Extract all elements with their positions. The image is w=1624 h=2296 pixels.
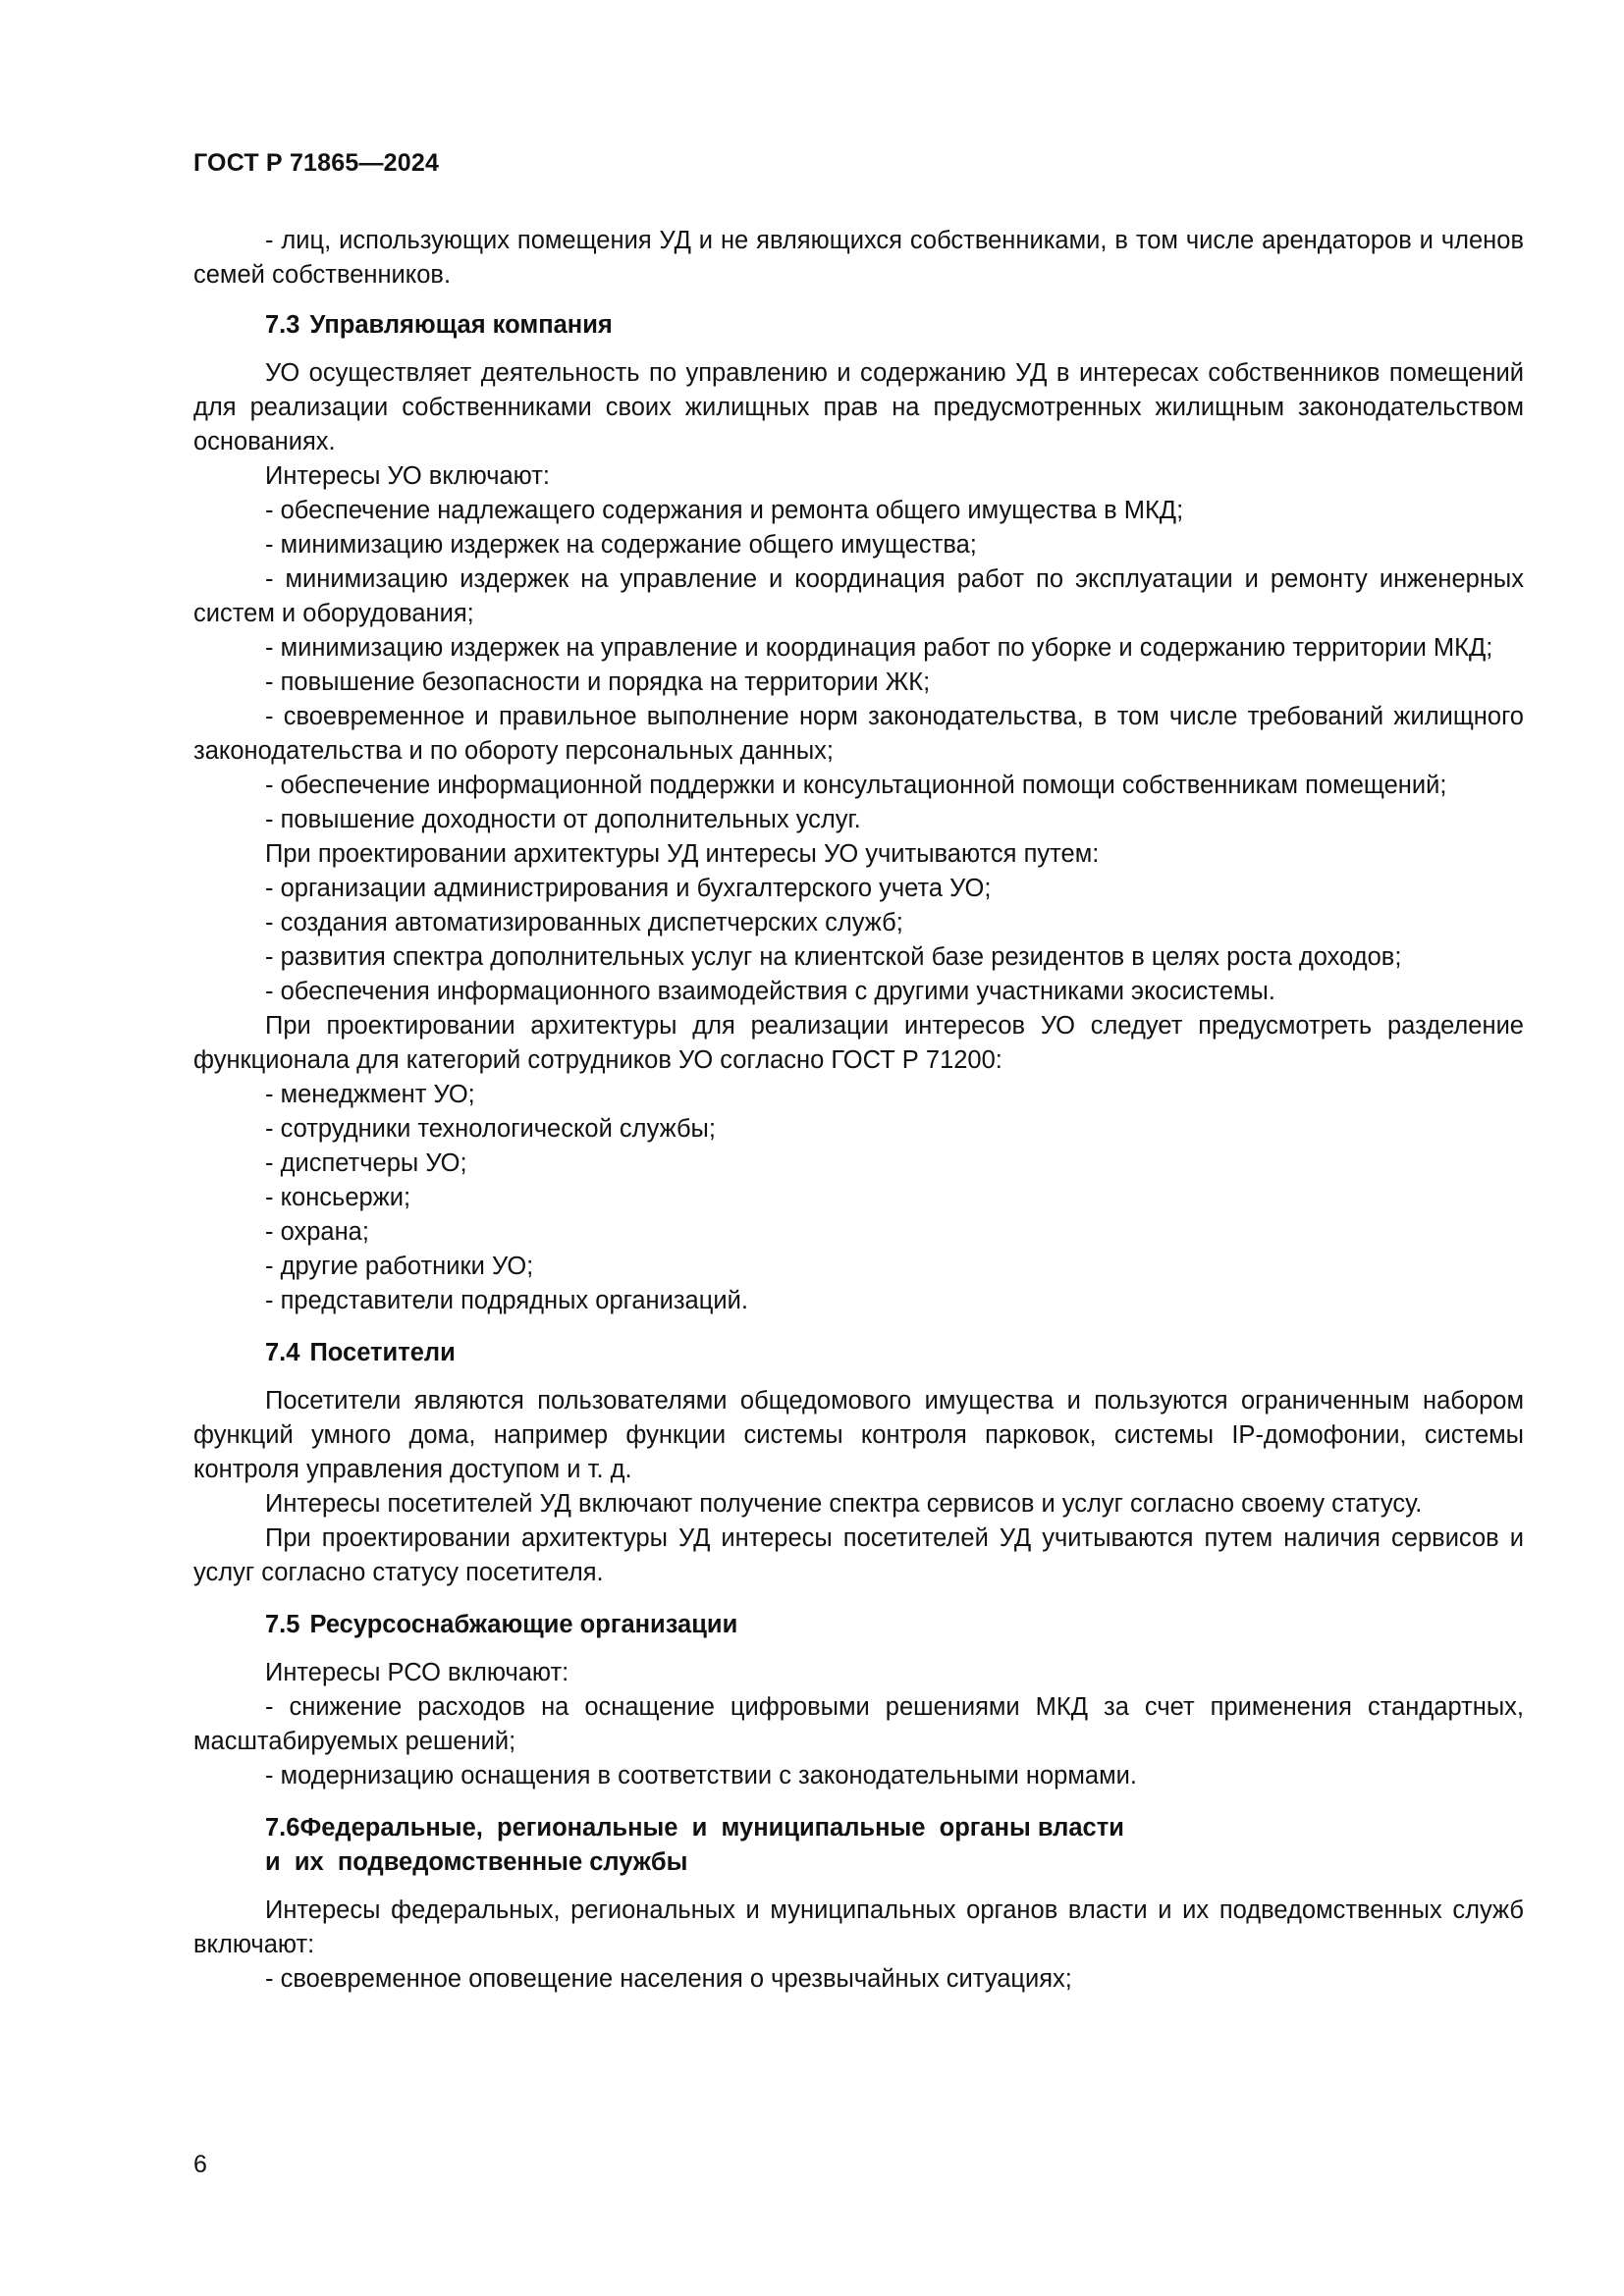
section-number: 7.3: [265, 311, 300, 339]
list-item: - сотрудники технологической службы;: [265, 1115, 716, 1143]
section-title-line-2: и их подведомственные службы: [265, 1848, 688, 1876]
section-title: Посетители: [309, 1339, 456, 1366]
list-item: - снижение расходов на оснащение цифровыми решениями МКД за счет применения стандартных, масштабируемых решений;: [193, 1693, 1524, 1755]
list-item: - своевременное и правильное выполнение норм законодательства, в том числе требований жилищного законодательства и по обороту персональных данных;: [193, 703, 1524, 765]
section-number: 7.4: [265, 1339, 300, 1366]
section-number: 7.5: [265, 1611, 300, 1638]
list-item: - своевременное оповещение населения о чрезвычайных ситуациях;: [265, 1965, 1072, 1993]
list-item: - другие работники УО;: [265, 1253, 534, 1280]
list-item: - обеспечения информационного взаимодействия с другими участниками экосистемы.: [265, 978, 1275, 1005]
section-heading-7-3: [193, 308, 1524, 343]
list-item: - диспетчеры УО;: [265, 1149, 467, 1177]
list-item: - менеджмент УО;: [265, 1081, 475, 1108]
list-item: - обеспечение надлежащего содержания и ремонта общего имущества в МКД;: [265, 497, 1184, 524]
paragraph: Интересы УО включают:: [265, 462, 551, 490]
list-item: - повышение безопасности и порядка на территории ЖК;: [265, 668, 931, 696]
paragraph: При проектировании архитектуры УД интересы УО учитываются путем:: [265, 840, 1100, 868]
paragraph: При проектировании архитектуры УД интересы посетителей УД учитываются путем наличия сервисов и услуг согласно статусу посетителя.: [193, 1524, 1524, 1586]
section-heading-7-6: [193, 1811, 1524, 1880]
list-item: - развития спектра дополнительных услуг на клиентской базе резидентов в целях роста доходов;: [265, 943, 1402, 971]
page-number: 6: [193, 2151, 207, 2178]
list-item: - консьержи;: [265, 1184, 411, 1211]
paragraph: При проектировании архитектуры для реализации интересов УО следует предусмотреть разделение функционала для категорий сотрудников УО согласно ГОСТ Р 71200:: [193, 1012, 1524, 1074]
list-item: - создания автоматизированных диспетчерских служб;: [265, 909, 903, 936]
list-item: - минимизацию издержек на управление и координация работ по уборке и содержанию территории МКД;: [265, 634, 1493, 662]
section-heading-7-5: [193, 1608, 1524, 1642]
page-body: [193, 224, 1524, 1997]
paragraph: Посетители являются пользователями общедомового имущества и пользуются ограниченным набором функций умного дома, например функции системы контроля парковок, системы IP-домофонии, системы контроля управления доступом и т. д.: [193, 1387, 1524, 1483]
list-item: - модернизацию оснащения в соответствии с законодательными нормами.: [265, 1762, 1137, 1789]
section-title: Ресурсоснабжающие организации: [309, 1611, 738, 1638]
list-item: - представители подрядных организаций.: [265, 1287, 748, 1314]
section-heading-7-4: [193, 1336, 1524, 1370]
paragraph: Интересы РСО включают:: [265, 1659, 569, 1686]
list-item: - организации администрирования и бухгалтерского учета УО;: [265, 875, 992, 902]
section-number: 7.6: [265, 1814, 300, 1842]
list-item: - минимизацию издержек на управление и координация работ по эксплуатации и ремонту инженерных систем и оборудования;: [193, 565, 1524, 627]
list-item: - повышение доходности от дополнительных услуг.: [265, 806, 861, 833]
list-item: - обеспечение информационной поддержки и консультационной помощи собственникам помещений;: [265, 772, 1447, 799]
paragraph: УО осуществляет деятельность по управлению и содержанию УД в интересах собственников помещений для реализации собственниками своих жилищных прав на предусмотренных жилищным законодательством основаниях.: [193, 359, 1524, 455]
list-item: - минимизацию издержек на содержание общего имущества;: [265, 531, 977, 559]
section-title: Управляющая компания: [309, 311, 613, 339]
section-title-line-1: Федеральные, региональные и муниципальные органы власти: [299, 1814, 1124, 1842]
paragraph: Интересы посетителей УД включают получение спектра сервисов и услуг согласно своему статусу.: [265, 1490, 1423, 1518]
paragraph: Интересы федеральных, региональных и муниципальных органов власти и их подведомственных служб включают:: [193, 1896, 1524, 1958]
document-code: ГОСТ Р 71865—2024: [193, 149, 440, 177]
list-item: - охрана;: [265, 1218, 369, 1246]
list-item: - лиц, использующих помещения УД и не являющихся собственниками, в том числе арендаторов и членов семей собственников.: [193, 227, 1524, 289]
